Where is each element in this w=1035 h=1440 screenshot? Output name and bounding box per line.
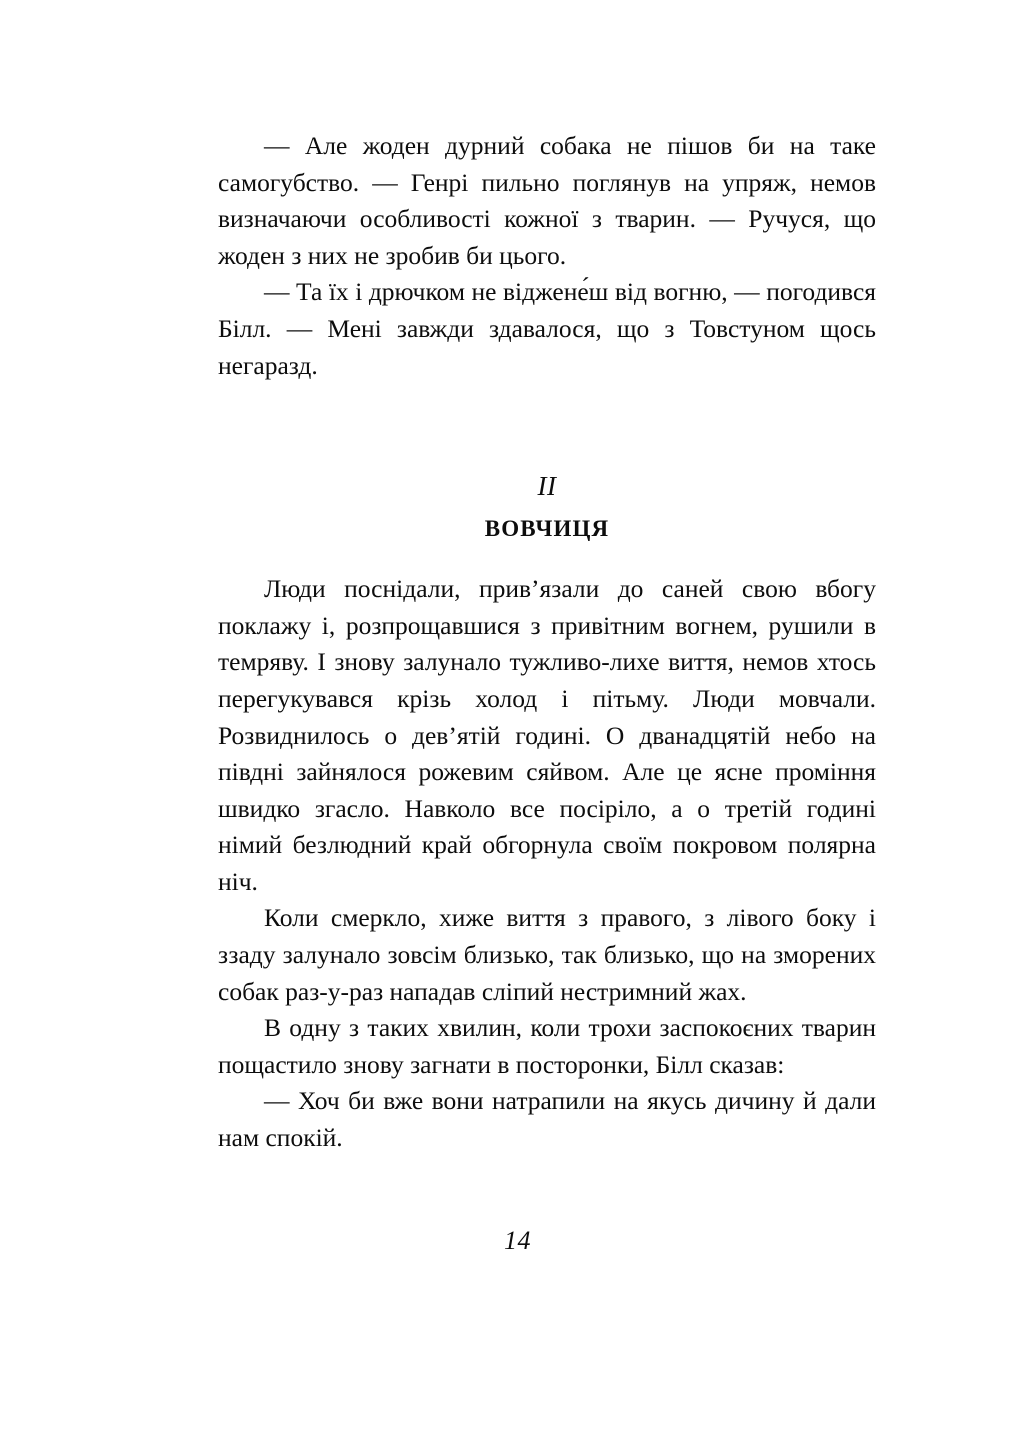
page-text-block <box>218 128 876 1157</box>
paragraph: Люди поснідали, прив’язали до саней свою вбогу поклажу і, розпрощавшися з привітним вогнем, рушили в темряву. І знову залунало тужливо-лихе виття, немов хтось перегукувався крізь холод і пітьму. Люди мовчали. Розвиднилось о дев’ятій годині. О дванадцятій небо на півдні зайнялося рожевим сяйвом. Але це ясне проміння швидко згасло. Навколо все посіріло, а о третій годині німий безлюдний край обгорнула своїм покровом полярна ніч. <box>218 574 876 896</box>
chapter-title: ВОВЧИЦЯ <box>484 515 610 541</box>
chapter-heading-gap <box>218 502 876 516</box>
paragraph: — Але жоден дурний собака не пішов би на таке самогубство. — Генрі пильно поглянув на упряж, немов визначаючи особливості кожної з тварин. — Ручуся, що жоден з них не зробив би цього. <box>218 131 876 270</box>
chapter-top-spacer <box>218 384 876 472</box>
chapter-heading <box>218 472 876 541</box>
paragraph: В одну з таких хвилин, коли трохи заспокоєних тварин пощастило знову загнати в посторонки, Білл сказав: <box>218 1013 876 1079</box>
paragraph: — Та їх і дрючком не віджене́ш від вогню, — погодився Білл. — Мені завжди здавалося, що з Товстуном щось негаразд. <box>218 277 876 380</box>
page-number: 14 <box>504 1226 531 1255</box>
chapter-bottom-spacer <box>218 541 876 571</box>
chapter-number: II <box>537 471 557 502</box>
paragraph: — Хоч би вже вони натрапили на якусь дичину й дали нам спокій. <box>218 1086 876 1153</box>
paragraph: Коли смеркло, хиже виття з правого, з лівого боку і ззаду залунало зовсім близько, так близько, що на зморених собак раз-у-раз нападав сліпий нестримний жах. <box>218 903 876 1006</box>
